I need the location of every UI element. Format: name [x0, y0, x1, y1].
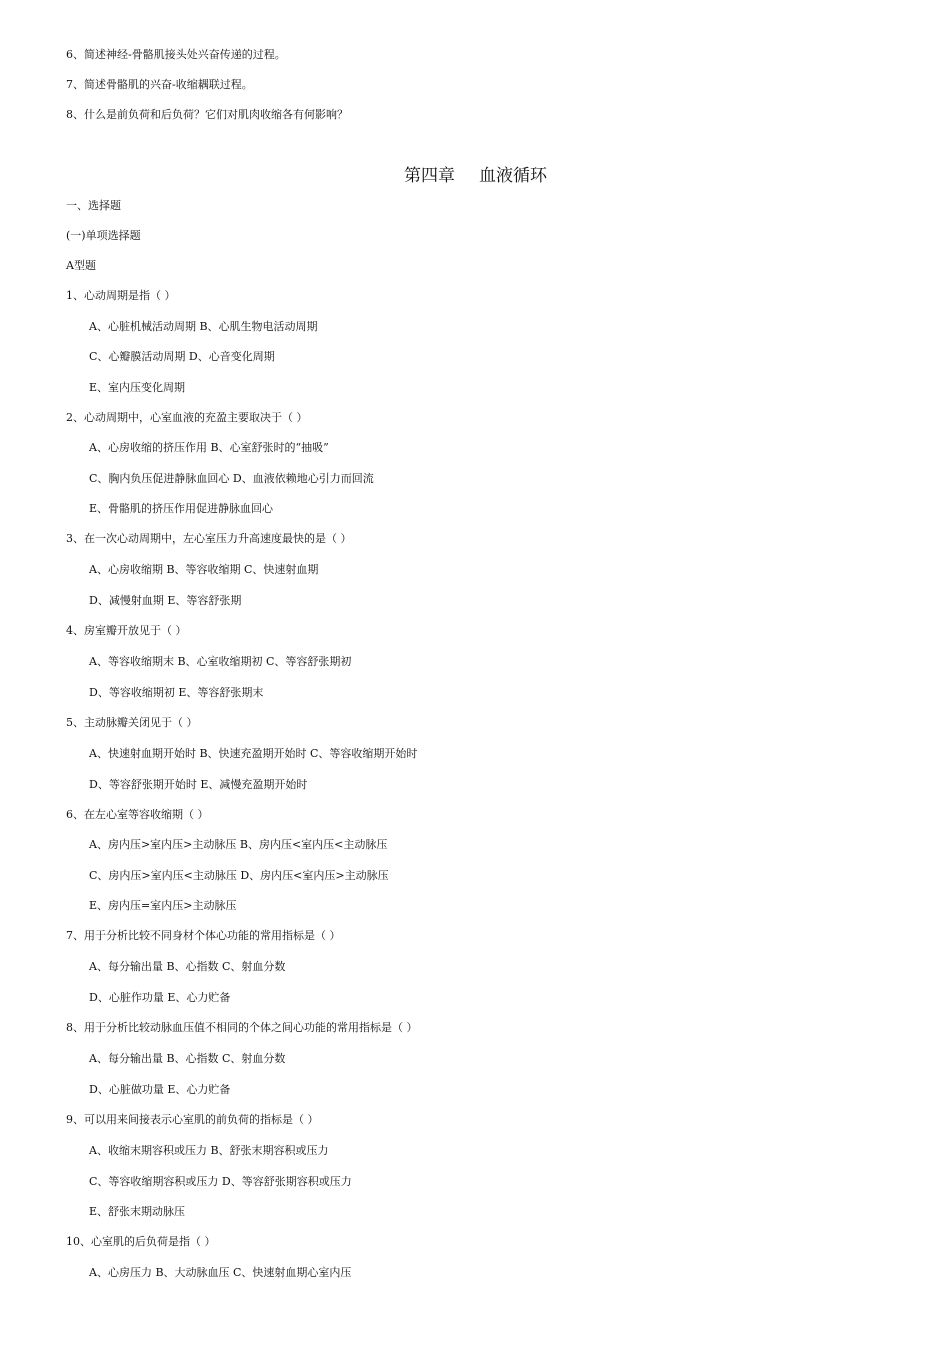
option-line: A、收缩末期容积或压力 B、舒张末期容积或压力: [89, 1144, 329, 1157]
question-stem: 6、在左心室等容收缩期（ ）: [66, 808, 209, 821]
option-line: D、等容舒张期开始时 E、减慢充盈期开始时: [89, 778, 308, 791]
question-text: 7、简述骨骼肌的兴奋-收缩耦联过程。: [66, 78, 253, 91]
subsection-heading: (一)单项选择题: [66, 229, 141, 242]
question-type-label: A型题: [66, 259, 96, 272]
option-line: D、心脏作功量 E、心力贮备: [89, 991, 231, 1004]
section-heading: 一、选择题: [66, 199, 121, 212]
question-stem: 9、可以用来间接表示心室肌的前负荷的指标是（ ）: [66, 1113, 319, 1126]
option-line: E、室内压变化周期: [89, 381, 186, 394]
question-stem: 2、心动周期中，心室血液的充盈主要取决于（ ）: [66, 411, 308, 424]
option-line: E、骨骼肌的挤压作用促进静脉血回心: [89, 502, 274, 515]
question-text: 8、什么是前负荷和后负荷？它们对肌肉收缩各有何影响？: [66, 108, 348, 121]
option-line: C、心瓣膜活动周期 D、心音变化周期: [89, 350, 275, 363]
question-stem: 3、在一次心动周期中，左心室压力升高速度最快的是（ ）: [66, 532, 352, 545]
chapter-name: 血液循环: [479, 166, 547, 186]
option-line: C、胸内负压促进静脉血回心 D、血液依赖地心引力而回流: [89, 472, 374, 485]
question-text: 6、简述神经-骨骼肌接头处兴奋传递的过程。: [66, 48, 286, 61]
option-line: A、快速射血期开始时 B、快速充盈期开始时 C、等容收缩期开始时: [89, 747, 418, 760]
option-line: E、舒张末期动脉压: [89, 1205, 186, 1218]
question-stem: 5、主动脉瓣关闭见于（ ）: [66, 716, 198, 729]
option-line: A、每分输出量 B、心指数 C、射血分数: [89, 960, 286, 973]
option-line: A、每分输出量 B、心指数 C、射血分数: [89, 1052, 286, 1065]
chapter-number: 第四章: [404, 166, 455, 186]
question-stem: 10、心室肌的后负荷是指（ ）: [66, 1235, 216, 1248]
question-stem: 1、心动周期是指（ ）: [66, 289, 176, 302]
option-line: A、等容收缩期末 B、心室收缩期初 C、等容舒张期初: [89, 655, 352, 668]
option-line: C、房内压>室内压<主动脉压 D、房内压<室内压>主动脉压: [89, 869, 389, 882]
option-line: E、房内压=室内压>主动脉压: [89, 899, 237, 912]
question-stem: 8、用于分析比较动脉血压值不相同的个体之间心功能的常用指标是（ ）: [66, 1021, 418, 1034]
option-line: A、心房收缩期 B、等容收缩期 C、快速射血期: [89, 563, 319, 576]
option-line: C、等容收缩期容积或压力 D、等容舒张期容积或压力: [89, 1175, 352, 1188]
option-line: A、心房收缩的挤压作用 B、心室舒张时的“抽吸”: [89, 441, 329, 454]
option-line: D、心脏做功量 E、心力贮备: [89, 1083, 231, 1096]
option-line: A、心脏机械活动周期 B、心肌生物电活动周期: [89, 320, 318, 333]
chapter-title: [0, 165, 951, 187]
option-line: D、等容收缩期初 E、等容舒张期末: [89, 686, 264, 699]
option-line: A、房内压>室内压>主动脉压 B、房内压<室内压<主动脉压: [89, 838, 388, 851]
question-stem: 4、房室瓣开放见于（ ）: [66, 624, 187, 637]
question-stem: 7、用于分析比较不同身材个体心功能的常用指标是（ ）: [66, 929, 341, 942]
option-line: A、心房压力 B、大动脉血压 C、快速射血期心室内压: [89, 1266, 352, 1279]
option-line: D、减慢射血期 E、等容舒张期: [89, 594, 242, 607]
